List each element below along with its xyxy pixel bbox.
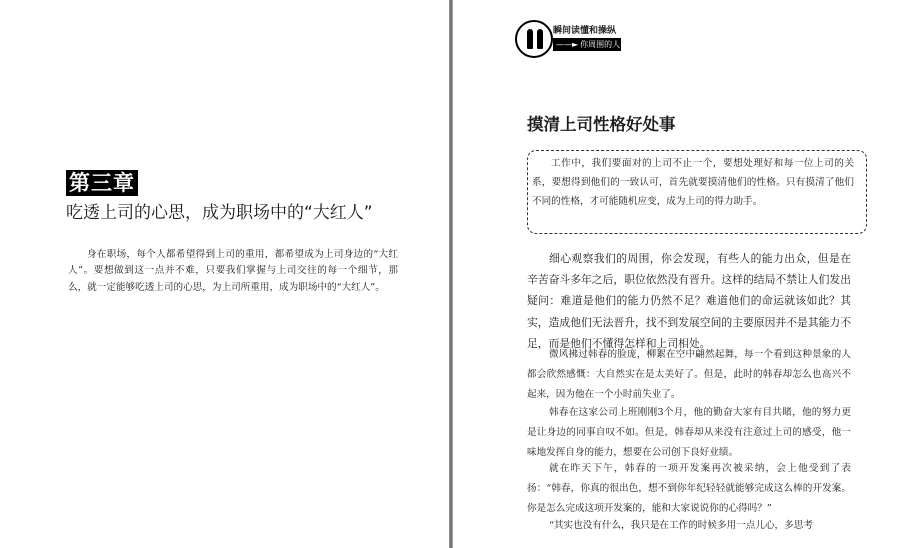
chapter-intro: 身在职场，每个人都希望得到上司的重用，都希望成为上司身边的“大红人”。要想做到这一点并不难，只要我们掌握与上司交往的每一个细节，那么，就一定能够吃透上司的心思，为上司所重用，成为职场中的“大红人”。	[68, 249, 398, 293]
header-line1: 瞬间读懂和操纵	[553, 26, 617, 36]
body-paragraph: 微风拂过韩春的脸庞，柳絮在空中翩然起舞，每一个看到这种景象的人都会欣然感慨：大自然实在是太美好了。但是，此时的韩春却怎么也高兴不起来，因为他在一个小时前失业了。	[527, 349, 851, 400]
header-line2: 你周围的人	[580, 40, 621, 49]
chapter-label: 第三章	[66, 170, 138, 196]
body-paragraph: 韩春在这家公司上班刚刚3个月，他的勤奋大家有目共睹，他的努力更是让身边的同事自叹不如。但是，韩春却从来没有注意过上司的感受，他一味地发挥自身的能力，想要在公司创下良好业绩。	[527, 407, 851, 458]
two-people-icon	[515, 20, 553, 58]
header-bar	[553, 38, 621, 51]
chapter-title: 吃透上司的心思，成为职场中的“大红人”	[66, 203, 373, 223]
summary-text: 工作中，我们要面对的上司不止一个，要想处理好和每一位上司的关系，要想得到他们的一致认可，首先就要摸清他们的性格。只有摸清了他们不同的性格，才可能随机应变，成为上司的得力助手。	[532, 158, 854, 207]
arrow-right-icon: ——►	[556, 40, 579, 49]
body-paragraph: 细心观察我们的周围，你会发现，有些人的能力出众，但是在辛苦奋斗多年之后，职位依然没有晋升。这样的结局不禁让人们发出疑问：难道是他们的能力仍然不足？难道他们的命运就该如此？其实，造成他们无法晋升，找不到发展空间的主要原因并不是其能力不足，而是他们不懂得怎样和上司相处。	[527, 252, 851, 350]
body-paragraph: “其实也没有什么，我只是在工作的时候多用一点儿心，多思考	[549, 520, 813, 531]
section-title: 摸清上司性格好处事	[527, 115, 676, 134]
running-header-logo	[515, 20, 625, 56]
body-paragraph: 就在昨天下午，韩春的一项开发案再次被采纳，会上他受到了表扬：“韩春，你真的很出色，想不到你年纪轻轻就能够完成这么棒的开发案。你是怎么完成这项开发案的，能和大家说说你的心得吗？”	[527, 463, 851, 514]
